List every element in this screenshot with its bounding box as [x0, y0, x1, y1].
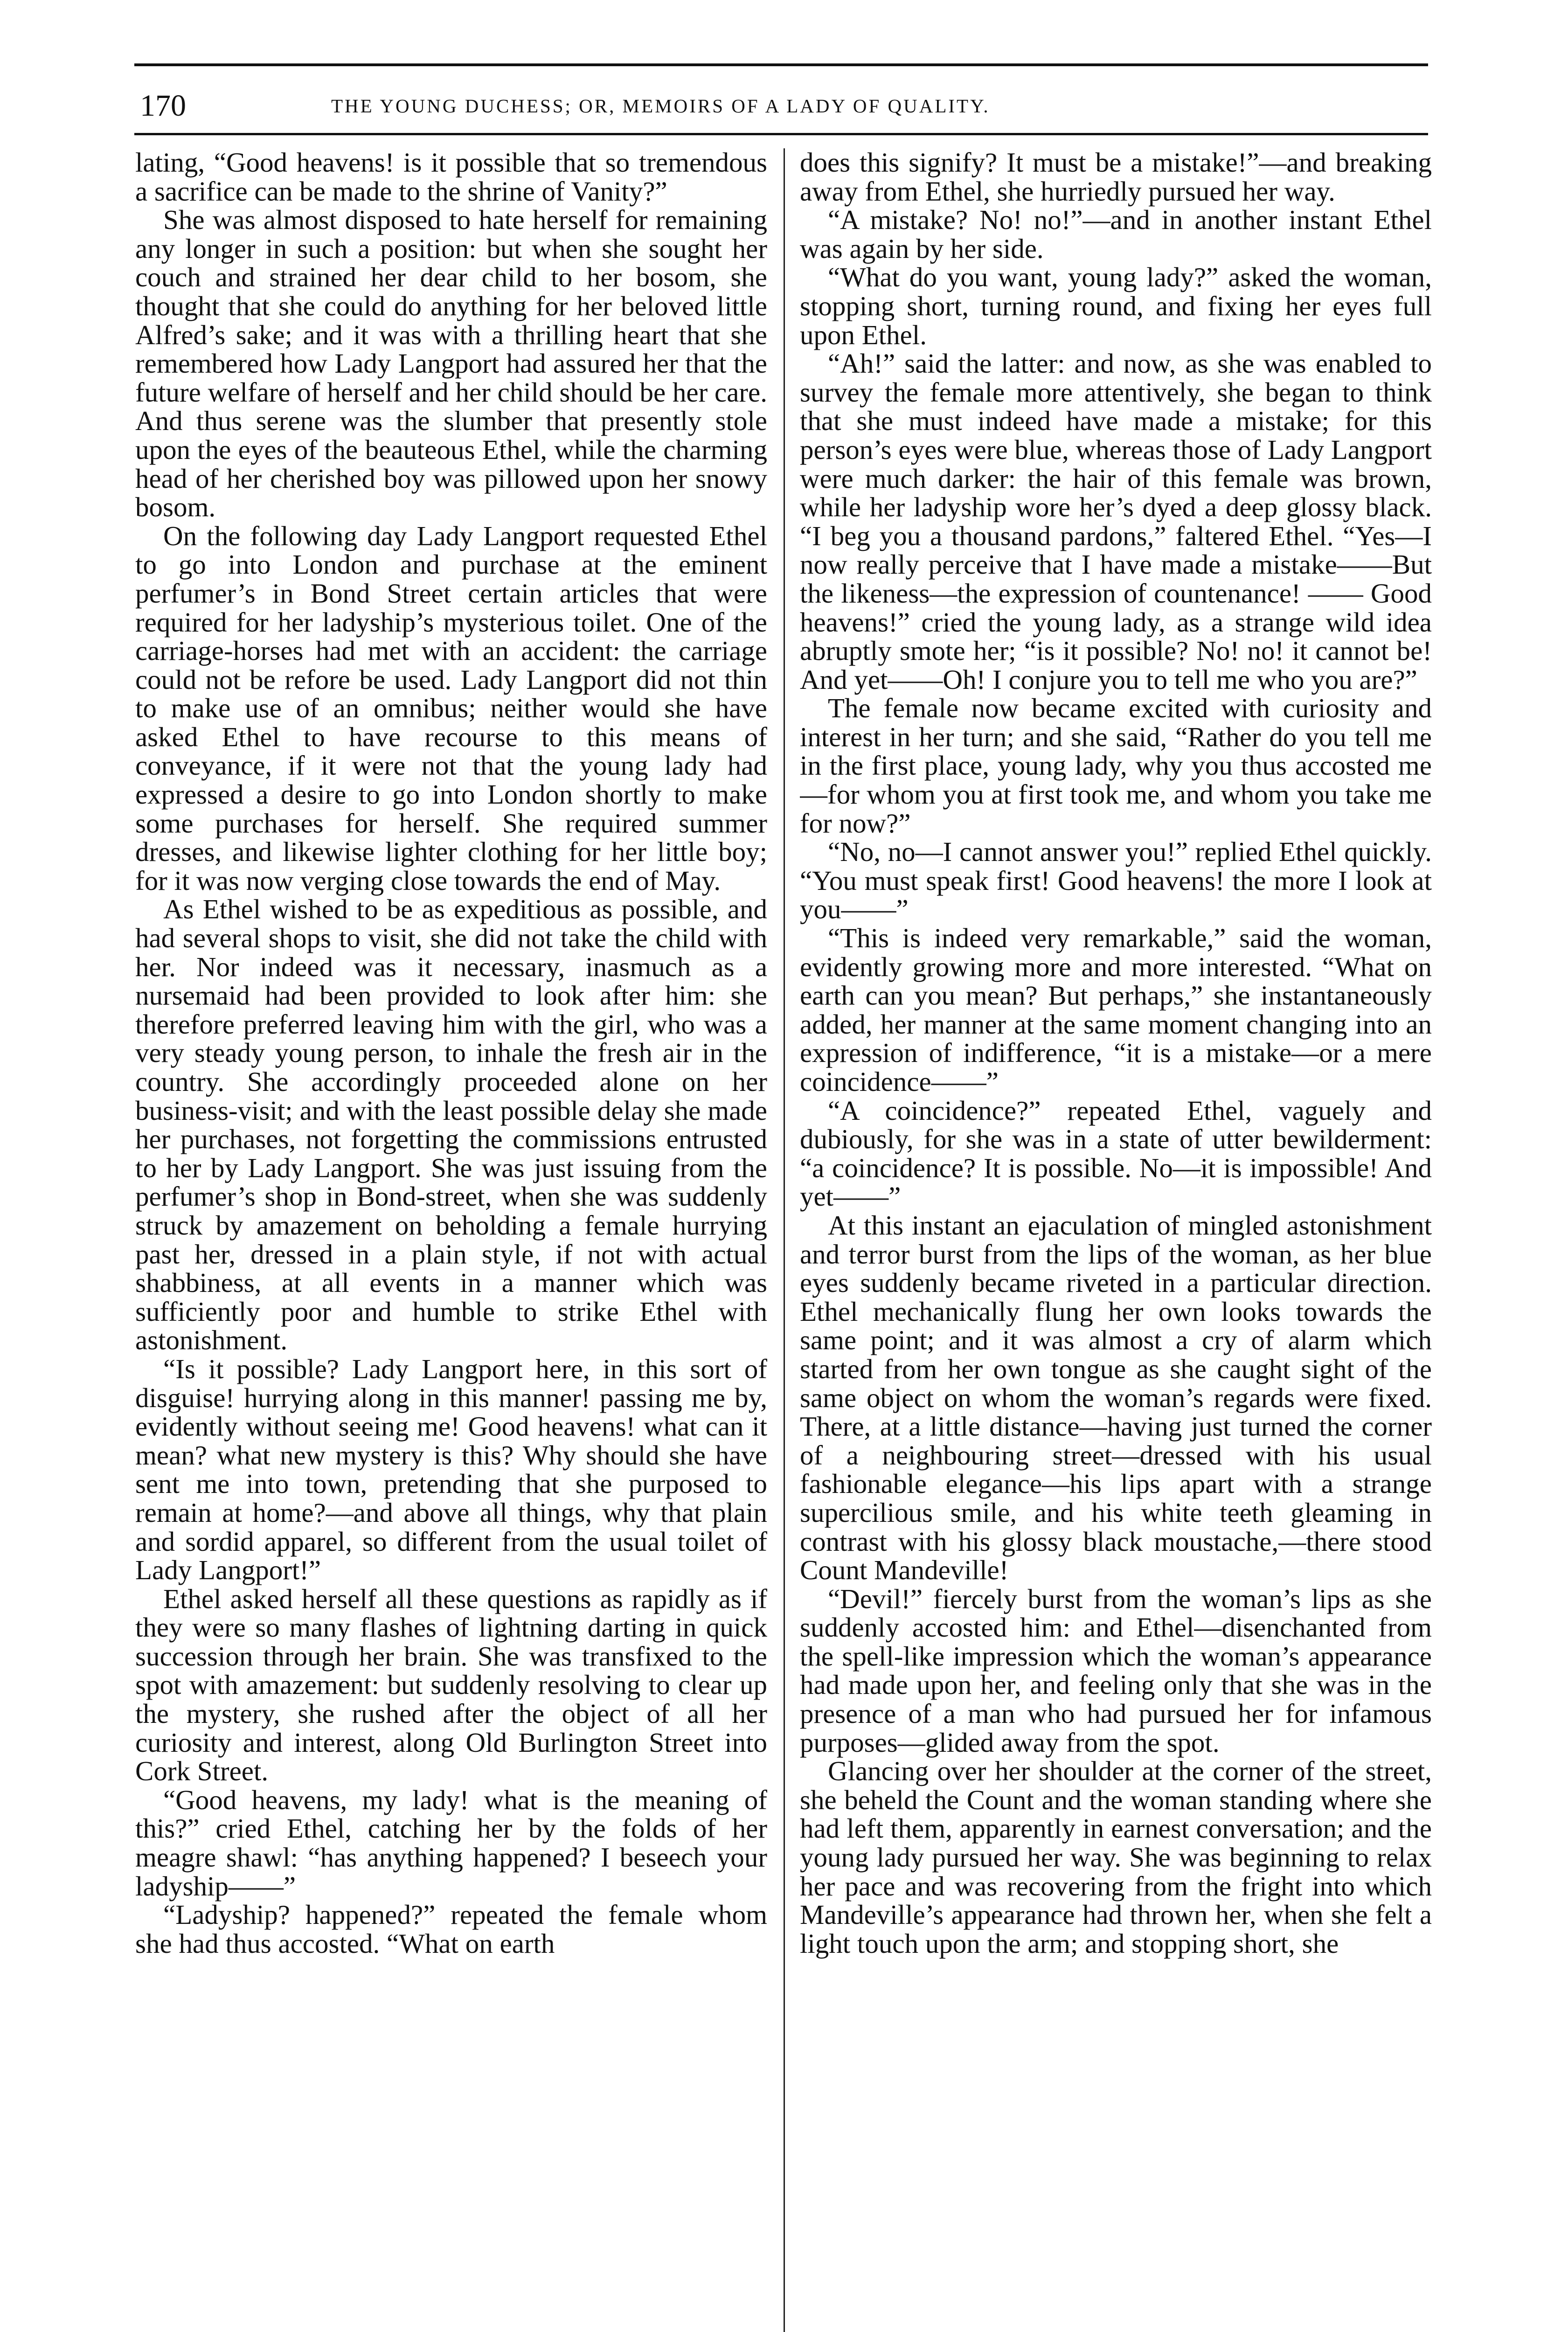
paragraph: lating, “Good heavens! is it possible that so tremendous a sacrifice can be made to the shrine of Vanity?”: [135, 148, 767, 207]
paragraph: The female now became excited with curiosity and interest in her turn; and she said, “Rather do you tell me in the first place, young lady, why you thus accosted me—for whom you at first took me, and whom you take me for now?”: [800, 693, 1432, 839]
paragraph: At this instant an ejaculation of mingled astonishment and terror burst from the lips of the woman, as her blue eyes suddenly became riveted in a particular direction. Ethel mechanically flung her own looks towards the same point; and it was almost a cry of alarm which started from her own tongue as she caught sight of the same object on whom the woman’s regards were fixed. There, at a little distance—having just turned the corner of a neighbouring street—dressed with his usual fashionable elegance—his lips apart with a strange supercilious smile, and his white teeth gleaming in contrast with his glossy black moustache,—there stood Count Mandeville!: [800, 1209, 1432, 1586]
top-rule: [134, 63, 1428, 66]
paragraph: She was almost disposed to hate herself for remaining any longer in such a position: but when she sought her couch and strained her dear child to her bosom, she thought that she could do anything for her beloved little Alfred’s sake; and it was with a thrilling heart that she remembered how Lady Langport had assured her that the future welfare of herself and her child should be her care. And thus serene was the slumber that presently stole upon the eyes of the beauteous Ethel, while the charming head of her cherished boy was pillowed upon her snowy bosom.: [135, 204, 767, 523]
paragraph: Ethel asked herself all these questions as rapidly as if they were so many flashes of lightning darting in quick succession through her brain. She was transfixed to the spot with amazement: but suddenly resolving to clear up the mystery, she rushed after the object of all her curiosity and interest, along Old Burlington Street into Cork Street.: [135, 1583, 767, 1787]
page-number: 170: [140, 89, 186, 123]
running-title: THE YOUNG DUCHESS; OR, MEMOIRS OF A LADY OF QUALITY.: [331, 95, 990, 117]
paragraph: As Ethel wished to be as expeditious as possible, and had several shops to visit, she did not take the child with her. Nor indeed was it necessary, inasmuch as a nursemaid had been provided to look after him: she therefore preferred leaving him with the girl, who was a very steady young person, to inhale the fresh air in the country. She accordingly proceeded alone on her business-visit; and with the least possible delay she made her purchases, not forgetting the commissions entrusted to her by Lady Langport. She was just issuing from the perfumer’s shop in Bond-street, when she was suddenly struck by amazement on beholding a female hurrying past her, dressed in a plain style, if not with actual shabbiness, at all events in a manner which was sufficiently poor and humble to strike Ethel with astonishment.: [135, 894, 767, 1356]
paragraph: On the following day Lady Langport requested Ethel to go into London and purchase at the eminent perfumer’s in Bond Street certain articles that were required for her ladyship’s mysterious toilet. One of the carriage-horses had met with an accident: the carriage could not be refore be used. Lady Langport did not thin to make use of an omnibus; neither would she have asked Ethel to have recourse to this means of conveyance, if it were not that the young lady had expressed a desire to go into London shortly to make some purchases for herself. She required summer dresses, and likewise lighter clothing for her little boy; for it was now verging close towards the end of May.: [135, 520, 767, 896]
header-rule: [134, 133, 1428, 135]
paragraph: does this signify? It must be a mistake!”—and breaking away from Ethel, she hurriedly pursued her way.: [800, 148, 1432, 207]
paragraph: “A mistake? No! no!”—and in another instant Ethel was again by her side.: [800, 204, 1432, 264]
paragraph: “Devil!” fiercely burst from the woman’s lips as she suddenly accosted him: and Ethel—disenchanted from the spell-like impression which the woman’s appearance had made upon her, and feeling only that she was in the presence of a man who had pursued her for infamous purposes—glided away from the spot.: [800, 1583, 1432, 1758]
paragraph: “Is it possible? Lady Langport here, in this sort of disguise! hurrying along in this manner! passing me by, evidently without seeing me! Good heavens! what can it mean? what new mystery is this? Why should she have sent me into town, pretending that she purposed to remain at home?—and above all things, why that plain and sordid apparel, so different from the usual toilet of Lady Langport!”: [135, 1353, 767, 1586]
paragraph: “This is indeed very remarkable,” said the woman, evidently growing more and more interested. “What on earth can you mean? But perhaps,” she instantaneously added, her manner at the same moment changing into an expression of indifference, “it is a mistake—or a mere coincidence——”: [800, 923, 1432, 1097]
paragraph: “Good heavens, my lady! what is the meaning of this?” cried Ethel, catching her by the folds of her meagre shawl: “has anything happened? I beseech your ladyship——”: [135, 1784, 767, 1902]
right-column: [800, 148, 1432, 2332]
paragraph: Glancing over her shoulder at the corner of the street, she beheld the Count and the woman standing where she had left them, apparently in earnest conversation; and the young lady pursued her way. She was beginning to relax her pace and was recovering from the fright into which Mandeville’s appearance had thrown her, when she felt a light touch upon the arm; and stopping short, she: [800, 1756, 1432, 1959]
left-column: [135, 148, 767, 2332]
paragraph: “Ladyship? happened?” repeated the female whom she had thus accosted. “What on earth: [135, 1899, 767, 1959]
paragraph: “No, no—I cannot answer you!” replied Ethel quickly. “You must speak first! Good heavens! the more I look at you——”: [800, 836, 1432, 925]
paragraph: “What do you want, young lady?” asked the woman, stopping short, turning round, and fixing her eyes full upon Ethel.: [800, 262, 1432, 350]
paragraph: “A coincidence?” repeated Ethel, vaguely and dubiously, for she was in a state of utter bewilderment: “a coincidence? It is possible. No—it is impossible! And yet——”: [800, 1095, 1432, 1212]
paragraph: “Ah!” said the latter: and now, as she was enabled to survey the female more attentively, she began to think that she must indeed have made a mistake; for this person’s eyes were blue, whereas those of Lady Langport were much darker: the hair of this female was brown, while her ladyship wore her’s dyed a deep glossy black. “I beg you a thousand pardons,” faltered Ethel. “Yes—I now really perceive that I have made a mistake——But the likeness—the expression of countenance! —— Good heavens!” cried the young lady, as a strange wild idea abruptly smote her; “is it possible? No! no! it cannot be! And yet——Oh! I conjure you to tell me who you are?”: [800, 348, 1432, 695]
page-header: [135, 85, 1427, 127]
column-divider: [784, 148, 785, 2332]
